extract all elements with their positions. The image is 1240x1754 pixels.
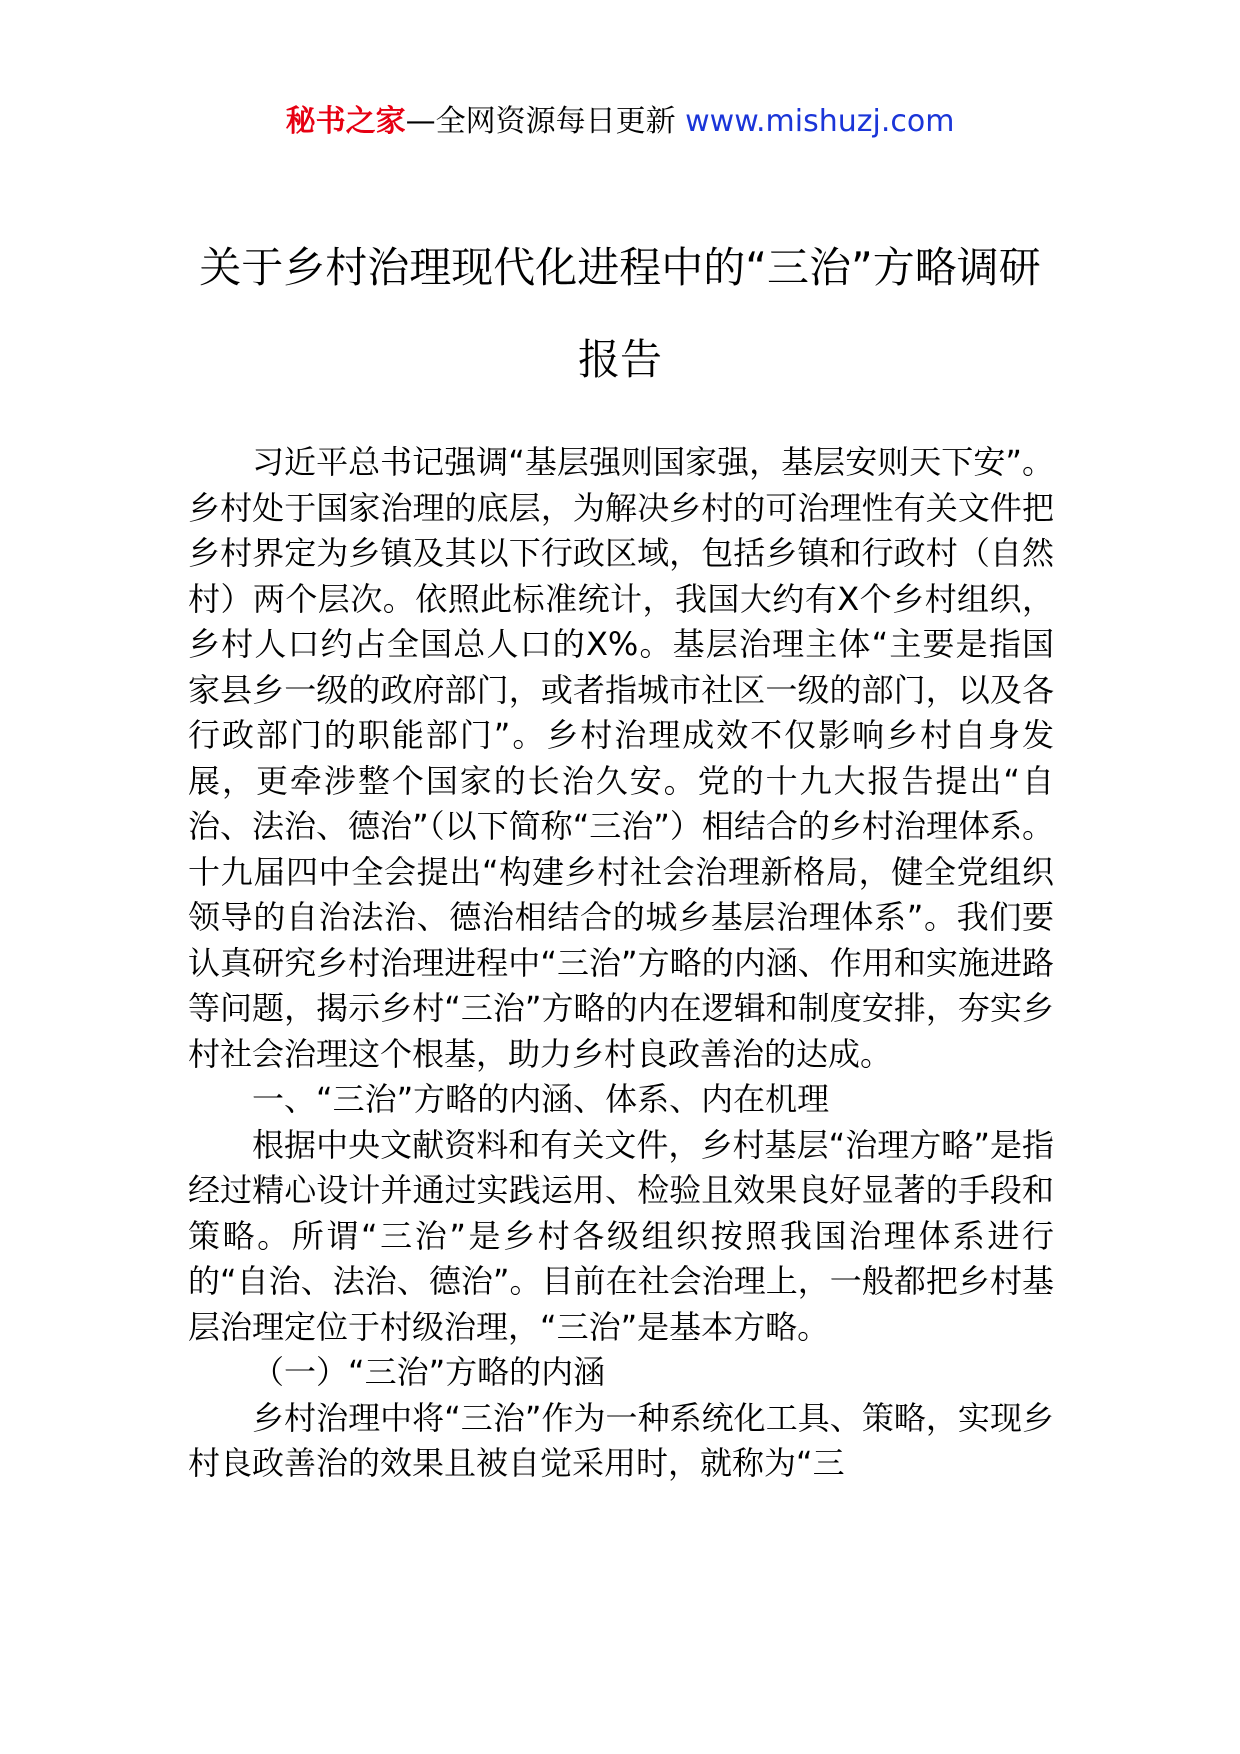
paragraph-intro: 习近平总书记强调“基层强则国家强，基层安则天下安”。乡村处于国家治理的底层，为解决乡村的可治理性有关文件把乡村界定为乡镇及其以下行政区域，包括乡镇和行政村（自然村）两个层次。依照此标准统计，我国大约有X个乡村组织，乡村人口约占全国总人口的X%。基层治理主体“主要是指国家县乡一级的政府部门，或者指城市社区一级的部门，以及各行政部门的职能部门”。乡村治理成效不仅影响乡村自身发展，更牵涉整个国家的长治久安。党的十九大报告提出“自治、法治、德治”（以下简称“三治”）相结合的乡村治理体系。十九届四中全会提出“构建乡村社会治理新格局，健全党组织领导的自治法治、德治相结合的城乡基层治理体系”。我们要认真研究乡村治理进程中“三治”方略的内涵、作用和实施进路等问题，揭示乡村“三治”方略的内在逻辑和制度安排，夯实乡村社会治理这个根基，助力乡村良政善治的达成。: [188, 443, 1054, 1073]
site-url-link[interactable]: www.mishuzj.com: [685, 104, 955, 139]
document-title: 关于乡村治理现代化进程中的“三治”方略调研报告: [199, 243, 1041, 384]
paragraph-section-1: 根据中央文献资料和有关文件，乡村基层“治理方略”是指经过精心设计并通过实践运用、检验且效果良好显著的手段和策略。所谓“三治”是乡村各级组织按照我国治理体系进行的“自治、法治、德治”。目前在社会治理上，一般都把乡村基层治理定位于村级治理，“三治”是基本方略。: [188, 1125, 1054, 1346]
site-tagline: —全网资源每日更新: [405, 104, 676, 139]
site-header: [0, 100, 1240, 144]
site-brand: 秘书之家: [285, 104, 406, 139]
section-heading-1: 一、“三治”方略的内涵、体系、内在机理: [252, 1080, 830, 1118]
paragraph-subsection-1: 乡村治理中将“三治”作为一种系统化工具、策略，实现乡村良政善治的效果且被自觉采用时，就称为“三: [188, 1398, 1054, 1482]
subsection-heading-1: （一）“三治”方略的内涵: [252, 1353, 606, 1391]
document-body: [188, 440, 1054, 1487]
